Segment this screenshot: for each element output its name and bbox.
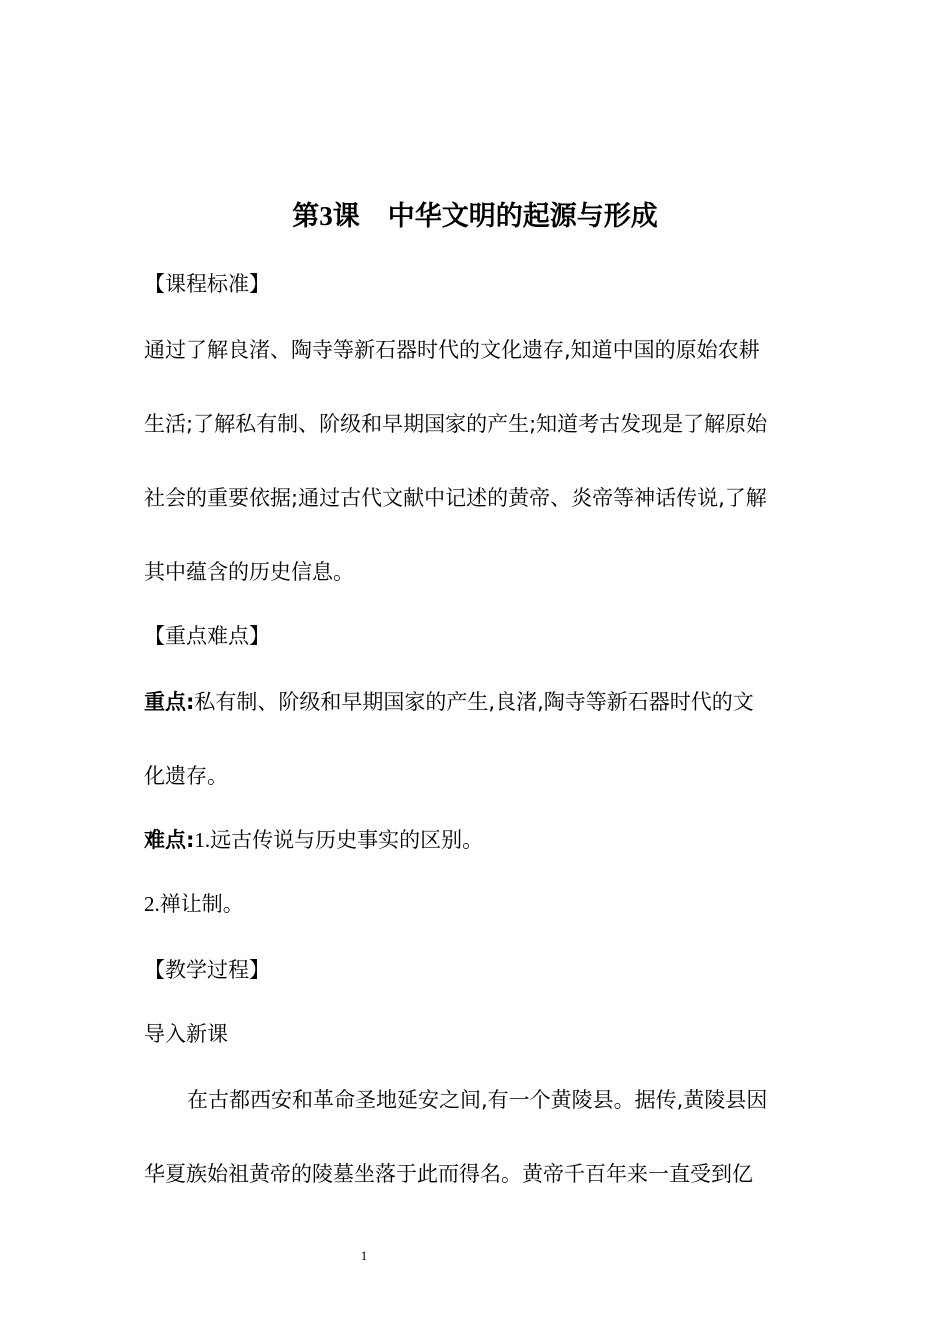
difficulty-item1-text: 远古传说与历史事实的区别。: [210, 828, 484, 852]
key-difficulty-heading: 【重点难点】: [144, 624, 270, 648]
difficulty-line-2: [144, 888, 814, 920]
difficulty-item2-number: 2.: [144, 892, 160, 916]
curriculum-heading: 【课程标准】: [144, 272, 270, 296]
curriculum-line-4: 其中蕴含的历史信息。: [144, 560, 354, 584]
key-point-line-1: [144, 686, 814, 718]
difficulty-line-1: [144, 824, 814, 856]
curriculum-line-1: 通过了解良渚、陶寺等新石器时代的文化遗存,知道中国的原始农耕: [144, 338, 760, 362]
title-lesson-word: 课: [332, 201, 360, 232]
curriculum-line-3: 社会的重要依据;通过古代文献中记述的黄帝、炎帝等神话传说,了解: [144, 486, 767, 510]
key-point-line-2: 化遗存。: [144, 764, 228, 788]
curriculum-line-2: 生活;了解私有制、阶级和早期国家的产生;知道考古发现是了解原始: [144, 412, 768, 436]
title-prefix: 第: [292, 201, 320, 232]
difficulty-item2-text: 禅让制。: [159, 892, 244, 916]
page-number: 1: [360, 1248, 368, 1263]
key-point-label: 重点:: [144, 690, 195, 714]
intro-heading: 导入新课: [144, 1022, 228, 1046]
difficulty-item1-number: 1.: [194, 828, 211, 852]
difficulty-label: 难点:: [144, 828, 195, 852]
title-lesson-number: 3: [319, 201, 333, 231]
title-name: 中华文明的起源与形成: [387, 201, 658, 232]
intro-paragraph-line-2: 华夏族始祖黄帝的陵墓坐落于此而得名。黄帝千百年来一直受到亿: [144, 1162, 753, 1186]
lesson-title: [0, 196, 950, 237]
intro-paragraph-line-1: 在古都西安和革命圣地延安之间,有一个黄陵县。据传,黄陵县因: [187, 1088, 768, 1112]
teaching-process-heading: 【教学过程】: [144, 958, 270, 982]
key-point-text-1: 私有制、阶级和早期国家的产生,良渚,陶寺等新石器时代的文: [194, 690, 754, 714]
